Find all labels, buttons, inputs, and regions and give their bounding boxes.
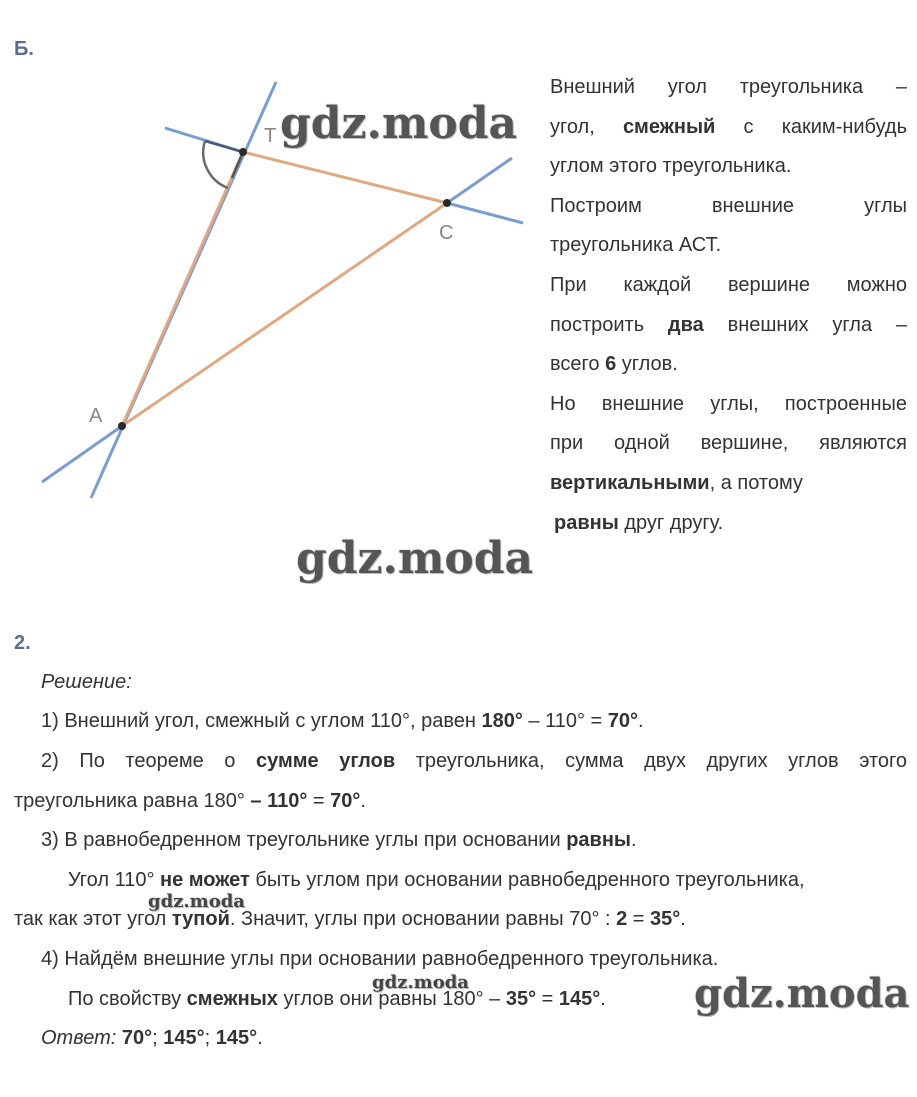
watermark: gdz.moda: [694, 970, 910, 1017]
vertex-a: [118, 422, 126, 430]
answer: Ответ: 70°; 145°; 145°.: [41, 1027, 263, 1049]
extension-line-ac: [447, 158, 512, 203]
para3-line2: построить два внешних угла –: [550, 313, 908, 336]
step-3: 3) В равнобедренном треугольнике углы при основании равны.: [41, 829, 637, 851]
para4-line3: вертикальными, а потому: [550, 471, 803, 494]
step-4: 4) Найдём внешние углы при основании равнобедренного треугольника.: [41, 948, 719, 970]
step-2-line1: 2) По теореме о сумме углов треугольника, сумма двух других углов этого: [41, 750, 908, 772]
watermark: gdz.moda: [296, 533, 534, 584]
para3-line1: При каждой вершине можно: [550, 273, 907, 296]
extension-line-tc: [447, 203, 523, 223]
step-1: 1) Внешний угол, смежный с углом 110°, равен 180° – 110° = 70°.: [41, 710, 644, 732]
para4-line2: при одной вершине, являются: [550, 432, 907, 455]
para2-line2: треугольника АСТ.: [550, 234, 722, 257]
step-2-line2: треугольника равна 180° – 110° = 70°.: [14, 790, 366, 812]
step-3b-line2: так как этот угол тупой. Значит, углы при основании равны 70° : 2 = 35°.: [14, 908, 686, 930]
watermark: gdz.moda: [372, 972, 469, 993]
angle-ray-dark: [232, 152, 243, 178]
section-2-heading: 2.: [14, 632, 31, 654]
step-4b: По свойству смежных углов они равны 180° – 35° = 145°.: [68, 988, 606, 1010]
side-tc: [243, 152, 447, 203]
para2-line1: Построим внешние углы: [550, 194, 907, 217]
section-b-heading: Б.: [14, 38, 34, 60]
step-3b-line1: Угол 110° не может быть углом при основании равнобедренного треугольника,: [68, 869, 805, 891]
angle-ray-dark2: [205, 141, 243, 152]
solution-label: Решение:: [41, 671, 132, 693]
label-c: C: [439, 222, 454, 244]
para4-line4: равны друг другу.: [554, 511, 724, 534]
para1-line3: углом этого треугольника.: [550, 155, 792, 178]
angle-arc: [203, 141, 228, 188]
label-t: T: [264, 125, 277, 147]
vertex-t: [239, 148, 247, 156]
label-a: A: [89, 405, 103, 427]
para4-line1: Но внешние углы, построенные: [550, 392, 907, 415]
watermark: gdz.moda: [148, 891, 245, 912]
vertex-c: [443, 199, 451, 207]
definition-text: [550, 68, 907, 543]
para1-line2: угол, смежный с каким-нибудь: [550, 115, 907, 138]
para3-line3: всего 6 углов.: [550, 353, 678, 376]
para1-line1: Внешний угол треугольника –: [550, 76, 907, 98]
watermark: gdz.moda: [280, 98, 518, 149]
